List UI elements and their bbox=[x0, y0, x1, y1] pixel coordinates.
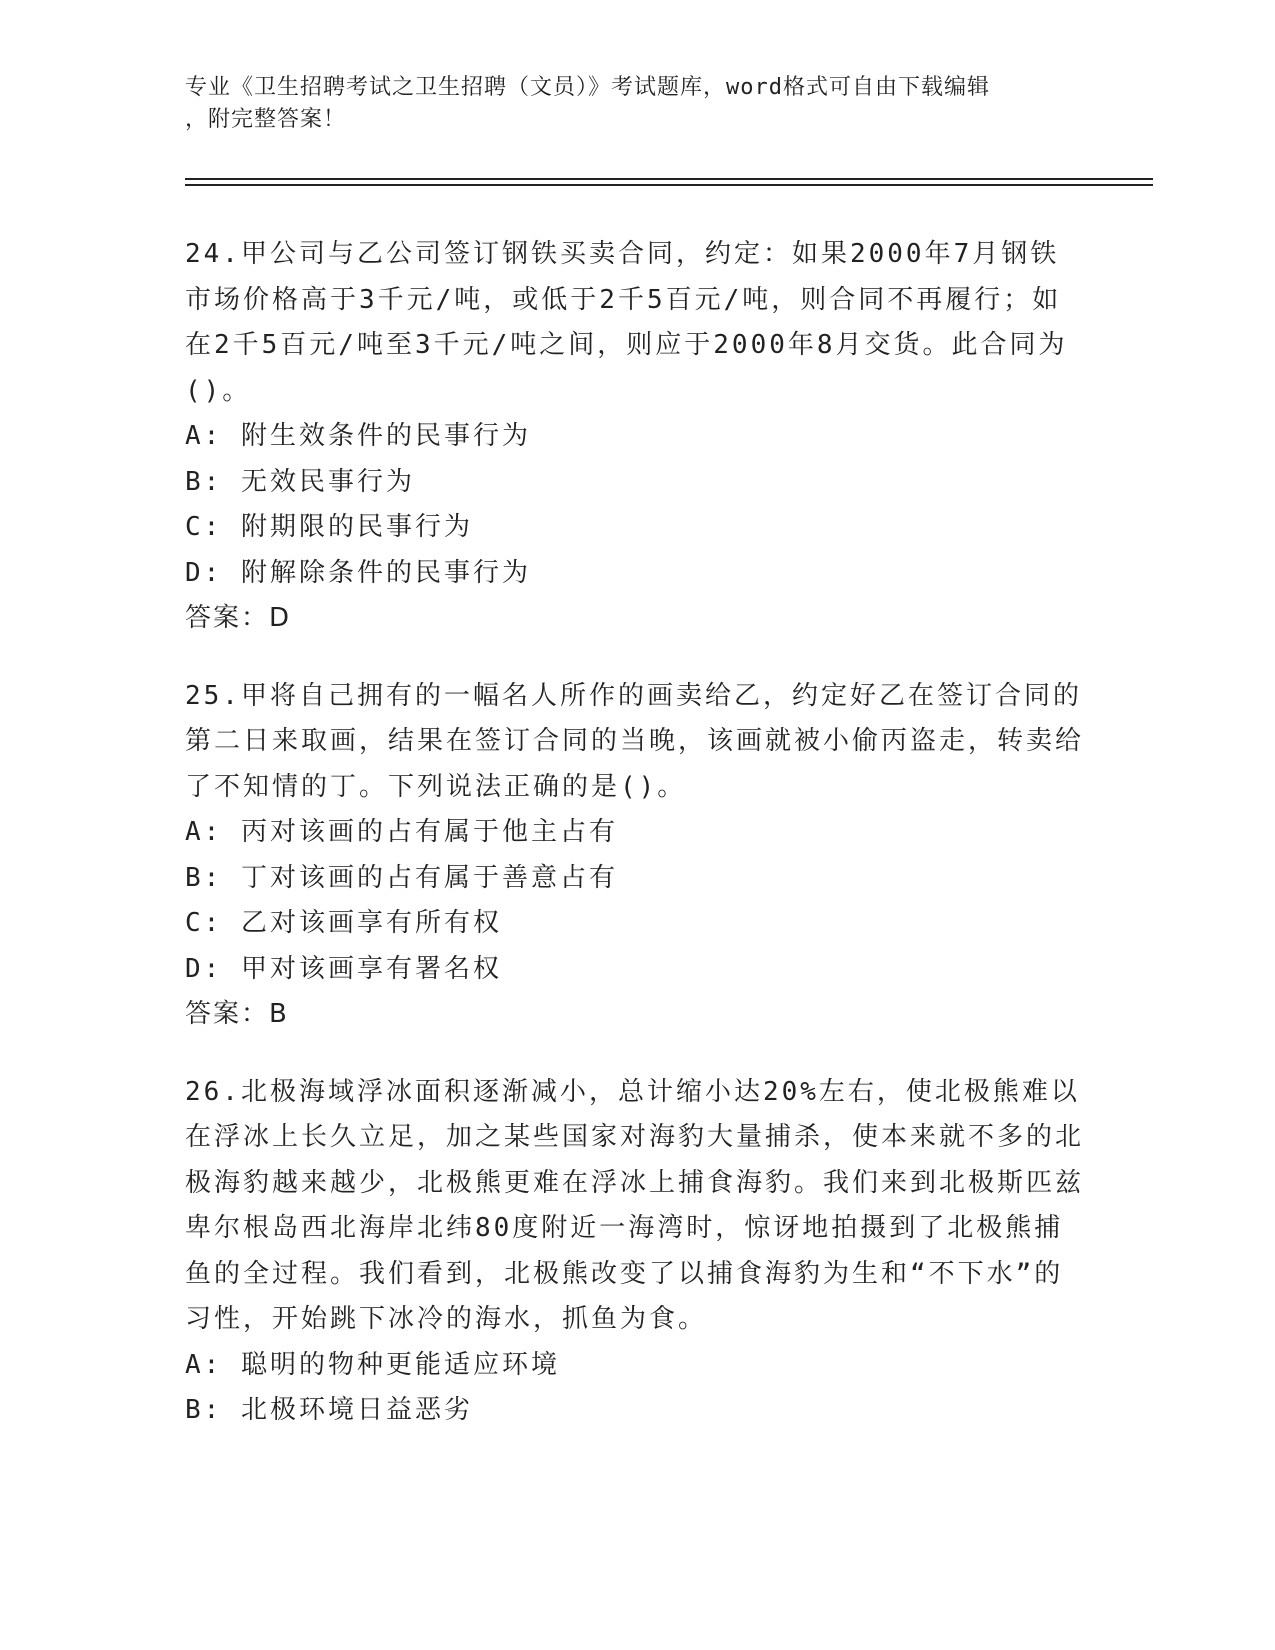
option-a: A: 聪明的物种更能适应环境 bbox=[185, 1349, 560, 1380]
header-divider-bottom bbox=[185, 184, 1153, 186]
question-25 bbox=[185, 674, 1085, 1038]
question-24 bbox=[185, 232, 1085, 642]
answer-label: 答案：D bbox=[185, 603, 292, 633]
option-b: B: 无效民事行为 bbox=[185, 466, 415, 497]
document-header: 专业《卫生招聘考试之卫生招聘（文员）》考试题库，word格式可自由下载编辑 ，附完整答案！ bbox=[185, 75, 990, 132]
question-list bbox=[185, 232, 1085, 1466]
option-c: C: 附期限的民事行为 bbox=[185, 512, 473, 542]
header-divider-top bbox=[185, 178, 1153, 180]
question-26 bbox=[185, 1070, 1085, 1434]
question-text: 24.甲公司与乙公司签订钢铁买卖合同，约定：如果2000年7月钢铁市场价格高于3千元/吨，或低于2千5百元/吨，则合同不再履行；如在2千5百元/吨至3千元/吨之间，则应于2000年8月交货。此合同为()。 bbox=[185, 239, 1068, 406]
option-d: D: 附解除条件的民事行为 bbox=[185, 557, 531, 588]
option-a: A: 附生效条件的民事行为 bbox=[185, 421, 531, 451]
option-c: C: 乙对该画享有所有权 bbox=[185, 908, 502, 938]
option-b: B: 丁对该画的占有属于善意占有 bbox=[185, 862, 618, 893]
option-b: B: 北极环境日益恶劣 bbox=[185, 1395, 473, 1425]
option-a: A: 丙对该画的占有属于他主占有 bbox=[185, 817, 618, 847]
answer-label: 答案：B bbox=[185, 999, 289, 1029]
question-text: 26.北极海域浮冰面积逐渐减小，总计缩小达20%左右，使北极熊难以在浮冰上长久立足，加之某些国家对海豹大量捕杀，使本来就不多的北极海豹越来越少，北极熊更难在浮冰上捕食海豹。我们来到北极斯匹兹卑尔根岛西北海岸北纬80度附近一海湾时，惊讶地拍摄到了北极熊捕鱼的全过程。我们看到，北极熊改变了以捕食海豹为生和“不下水”的习性，开始跳下冰冷的海水，抓鱼为食。 bbox=[185, 1076, 1085, 1334]
question-text: 25.甲将自己拥有的一幅名人所作的画卖给乙，约定好乙在签订合同的第二日来取画，结果在签订合同的当晚，该画就被小偷丙盗走，转卖给了不知情的丁。下列说法正确的是()。 bbox=[185, 680, 1085, 802]
option-d: D: 甲对该画享有署名权 bbox=[185, 953, 502, 984]
